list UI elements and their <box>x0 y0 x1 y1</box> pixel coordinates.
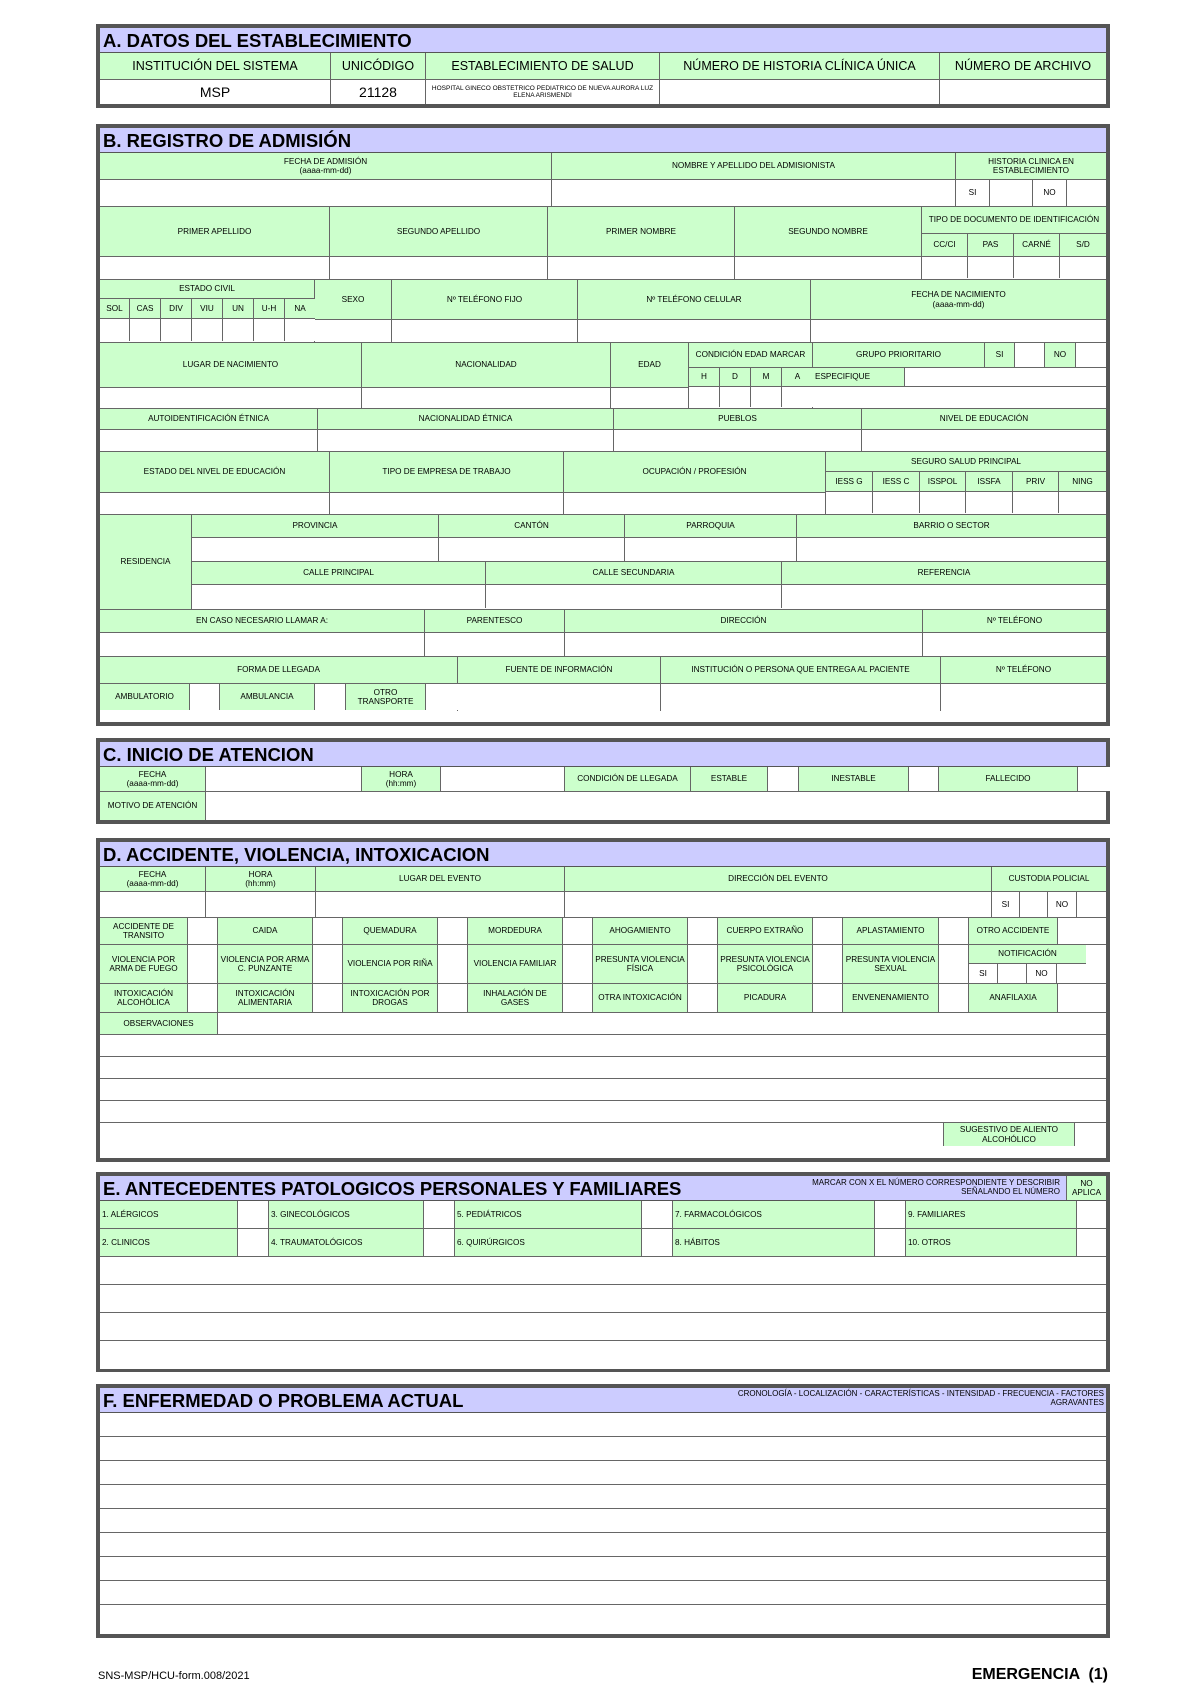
antecedente-clinicos-label: 2. CLINICOS <box>100 1229 238 1256</box>
historia-si-checkbox[interactable] <box>990 180 1033 206</box>
autoidentificacion-label: AUTOIDENTIFICACIÓN ÉTNICA <box>100 409 317 430</box>
llamar-input[interactable] <box>100 633 424 656</box>
section-d-title: D. ACCIDENTE, VIOLENCIA, INTOXICACION <box>103 844 490 865</box>
ambulatorio-checkbox[interactable] <box>190 684 220 710</box>
parentesco-label: PARENTESCO <box>425 610 564 633</box>
intox-drogas-checkbox[interactable] <box>438 984 468 1012</box>
picadura-label: PICADURA <box>718 984 813 1012</box>
tel-celular-input[interactable] <box>578 320 810 342</box>
violencia-psicologica-checkbox[interactable] <box>813 945 843 983</box>
historia-no-checkbox[interactable] <box>1067 180 1106 206</box>
fecha-admision-input[interactable] <box>100 180 551 206</box>
grupo-no-checkbox[interactable] <box>1076 343 1106 367</box>
cuerpo-extrano-label: CUERPO EXTRAÑO <box>718 918 813 944</box>
doc-pas-checkbox[interactable] <box>968 257 1014 278</box>
otro-transporte-label: OTRO TRANSPORTE <box>346 684 426 710</box>
segundo-apellido-input[interactable] <box>330 257 547 279</box>
observaciones-line[interactable] <box>100 1035 1106 1056</box>
ec-uh-checkbox[interactable] <box>254 319 285 341</box>
unicodigo-value[interactable]: 21128 <box>331 80 426 104</box>
canton-input[interactable] <box>439 538 625 561</box>
violencia-sexual-label: PRESUNTA VIOLENCIA SEXUAL <box>843 945 939 983</box>
pueblos-label: PUEBLOS <box>614 409 861 430</box>
ec-na-label: NA <box>285 299 315 318</box>
mordedura-checkbox[interactable] <box>563 918 593 944</box>
grupo-extra-input[interactable] <box>813 387 1106 407</box>
seguro-issfa-label: ISSFA <box>966 472 1013 491</box>
seguro-priv-label: PRIV <box>1013 472 1059 491</box>
otro-accidente-label: OTRO ACCIDENTE <box>969 918 1058 944</box>
header-institucion: INSTITUCIÓN DEL SISTEMA <box>100 53 331 79</box>
grupo-no-label: NO <box>1045 343 1076 367</box>
antecedentes-line[interactable] <box>100 1285 1106 1312</box>
envenenamiento-checkbox[interactable] <box>939 984 969 1012</box>
seguro-iessc-label: IESS C <box>873 472 920 491</box>
seguro-iessc-checkbox[interactable] <box>873 492 920 513</box>
estado-nivel-input[interactable] <box>100 493 329 514</box>
section-a-header <box>100 28 1106 53</box>
doc-cc-label: CC/CI <box>922 234 968 256</box>
doc-cc-checkbox[interactable] <box>922 257 968 278</box>
violencia-arma-fuego-checkbox[interactable] <box>188 945 218 983</box>
evento-fecha-label: FECHA (aaaa-mm-dd) <box>100 867 205 892</box>
ec-cas-label: CAS <box>130 299 161 318</box>
fuente-input[interactable] <box>458 684 660 710</box>
telefono-entrega-label: Nº TELÉFONO <box>941 657 1106 684</box>
fecha-nacimiento-input[interactable] <box>811 320 1106 342</box>
antecedentes-line[interactable] <box>100 1257 1106 1284</box>
estado-civil-label: ESTADO CIVIL <box>100 280 314 299</box>
tipo-empresa-label: TIPO DE EMPRESA DE TRABAJO <box>330 452 563 493</box>
otro-accidente-checkbox[interactable] <box>1058 918 1086 944</box>
section-a <box>96 24 1110 108</box>
section-d <box>96 838 1110 1162</box>
grupo-prioritario-label: GRUPO PRIORITARIO <box>813 343 985 367</box>
inicio-hora-label: HORA (hh:mm) <box>362 767 441 791</box>
inhalacion-gases-checkbox[interactable] <box>563 984 593 1012</box>
nivel-educacion-input[interactable] <box>862 430 1106 451</box>
provincia-input[interactable] <box>192 538 439 561</box>
antecedente-pediatricos-label: 5. PEDIÁTRICOS <box>455 1201 642 1228</box>
otro-transporte-checkbox[interactable] <box>426 684 458 710</box>
envenenamiento-label: ENVENENAMIENTO <box>843 984 939 1012</box>
antecedente-farmacologicos-label: 7. FARMACOLÓGICOS <box>673 1201 875 1228</box>
parentesco-input[interactable] <box>425 633 564 656</box>
antecedentes-line[interactable] <box>100 1313 1106 1340</box>
direccion-evento-input[interactable] <box>565 892 991 917</box>
intox-alcoholica-checkbox[interactable] <box>188 984 218 1012</box>
institucion-entrega-input[interactable] <box>661 684 940 710</box>
antecedente-ginecologicos-label: 3. GINECOLÓGICOS <box>269 1201 424 1228</box>
barrio-input[interactable] <box>797 538 1106 561</box>
ec-viu-checkbox[interactable] <box>192 319 223 341</box>
forma-llegada-label: FORMA DE LLEGADA <box>100 657 457 684</box>
seguro-priv-checkbox[interactable] <box>1013 492 1059 513</box>
intox-alimentaria-checkbox[interactable] <box>313 984 343 1012</box>
calle-secundaria-label: CALLE SECUNDARIA <box>486 562 782 584</box>
tipo-documento-label: TIPO DE DOCUMENTO DE IDENTIFICACIÓN <box>922 207 1106 234</box>
seguro-iessg-checkbox[interactable] <box>826 492 873 513</box>
direccion-input[interactable] <box>565 633 922 656</box>
doc-carne-checkbox[interactable] <box>1014 257 1060 278</box>
admisionista-input[interactable] <box>552 180 955 206</box>
lugar-evento-label: LUGAR DEL EVENTO <box>316 867 564 892</box>
antecedente-familiares-checkbox[interactable] <box>1077 1201 1106 1228</box>
header-archivo: NÚMERO DE ARCHIVO <box>940 53 1106 79</box>
parroquia-input[interactable] <box>625 538 797 561</box>
seguro-ning-label: NING <box>1059 472 1106 491</box>
cuerpo-extrano-checkbox[interactable] <box>813 918 843 944</box>
violencia-rina-checkbox[interactable] <box>438 945 468 983</box>
referencia-input[interactable] <box>782 585 1106 608</box>
pueblos-input[interactable] <box>614 430 861 451</box>
intox-drogas-label: INTOXICACIÓN POR DROGAS <box>343 984 438 1012</box>
edad-label: EDAD <box>611 343 688 388</box>
seguro-isspol-label: ISSPOL <box>920 472 966 491</box>
violencia-familiar-label: VIOLENCIA FAMILIAR <box>468 945 563 983</box>
violencia-fisica-label: PRESUNTA VIOLENCIA FÍSICA <box>593 945 688 983</box>
edad-input[interactable] <box>611 388 688 408</box>
referencia-label: REFERENCIA <box>782 562 1106 584</box>
inicio-fecha-input[interactable] <box>206 767 362 791</box>
antecedente-alergicos-checkbox[interactable] <box>238 1201 269 1228</box>
enfermedad-line[interactable] <box>100 1533 1106 1556</box>
ec-viu-label: VIU <box>192 299 223 318</box>
antecedente-quirurgicos-label: 6. QUIRÚRGICOS <box>455 1229 642 1256</box>
primer-nombre-label: PRIMER NOMBRE <box>548 207 734 257</box>
observaciones-line[interactable] <box>100 1123 944 1146</box>
seguro-issfa-checkbox[interactable] <box>966 492 1013 513</box>
parroquia-label: PARROQUIA <box>625 515 797 537</box>
aplastamiento-checkbox[interactable] <box>939 918 969 944</box>
calle-secundaria-input[interactable] <box>486 585 782 608</box>
anafilaxia-label: ANAFILAXIA <box>969 984 1058 1012</box>
edad-d-checkbox[interactable] <box>720 387 751 407</box>
section-e <box>96 1172 1110 1372</box>
notificacion-si-label: SI <box>969 964 998 983</box>
especifique-input[interactable] <box>905 368 1106 386</box>
evento-hora-label: HORA (hh:mm) <box>206 867 315 892</box>
fuente-label: FUENTE DE INFORMACIÓN <box>458 657 660 684</box>
nacionalidad-label: NACIONALIDAD <box>362 343 610 388</box>
quemadura-label: QUEMADURA <box>343 918 438 944</box>
antecedente-clinicos-checkbox[interactable] <box>238 1229 269 1256</box>
especifique-label: ESPECIFIQUE <box>813 368 905 386</box>
edad-m-checkbox[interactable] <box>751 387 782 407</box>
violencia-sexual-checkbox[interactable] <box>939 945 969 983</box>
residencia-label: RESIDENCIA <box>100 515 192 609</box>
ahogamiento-checkbox[interactable] <box>688 918 718 944</box>
provincia-label: PROVINCIA <box>192 515 439 537</box>
intox-alimentaria-label: INTOXICACIÓN ALIMENTARIA <box>218 984 313 1012</box>
direccion-evento-label: DIRECCIÓN DEL EVENTO <box>565 867 991 892</box>
doc-sd-label: S/D <box>1060 234 1106 256</box>
historia-si-label: SI <box>956 180 990 206</box>
enfermedad-line[interactable] <box>100 1605 1106 1629</box>
section-e-title: E. ANTECEDENTES PATOLOGICOS PERSONALES Y FAMILIARES <box>103 1178 682 1199</box>
section-b-header <box>100 128 1106 153</box>
antecedente-otros-checkbox[interactable] <box>1077 1229 1106 1256</box>
antecedente-otros-label: 10. OTROS <box>906 1229 1077 1256</box>
header-establecimiento: ESTABLECIMIENTO DE SALUD <box>426 53 660 79</box>
ec-uh-label: U-H <box>254 299 285 318</box>
header-unicodigo: UNICÓDIGO <box>331 53 426 79</box>
doc-sd-checkbox[interactable] <box>1060 257 1106 278</box>
enfermedad-line[interactable] <box>100 1581 1106 1604</box>
section-f-hint: CRONOLOGÍA - LOCALIZACIÓN - CARACTERÍSTICAS - INTENSIDAD - FRECUENCIA - FACTORES AGRAVANTES <box>737 1389 1104 1408</box>
estable-checkbox[interactable] <box>768 767 799 791</box>
violencia-psicologica-label: PRESUNTA VIOLENCIA PSICOLÓGICA <box>718 945 813 983</box>
antecedente-alergicos-label: 1. ALÉRGICOS <box>100 1201 238 1228</box>
ambulancia-label: AMBULANCIA <box>220 684 315 710</box>
section-a-title: A. DATOS DEL ESTABLECIMIENTO <box>103 30 412 51</box>
canton-label: CANTÓN <box>439 515 625 537</box>
section-b <box>96 124 1110 726</box>
violencia-arma-punzante-label: VIOLENCIA POR ARMA C. PUNZANTE <box>218 945 313 983</box>
enfermedad-line[interactable] <box>100 1557 1106 1580</box>
ambulancia-checkbox[interactable] <box>315 684 346 710</box>
observaciones-line[interactable] <box>100 1079 1106 1100</box>
autoidentificacion-input[interactable] <box>100 430 317 451</box>
segundo-nombre-label: SEGUNDO NOMBRE <box>735 207 921 257</box>
section-f-title: F. ENFERMEDAD O PROBLEMA ACTUAL <box>103 1390 464 1411</box>
seguro-isspol-checkbox[interactable] <box>920 492 966 513</box>
enfermedad-line[interactable] <box>100 1413 1106 1436</box>
antecedente-habitos-checkbox[interactable] <box>875 1229 906 1256</box>
enfermedad-line[interactable] <box>100 1509 1106 1532</box>
primer-apellido-input[interactable] <box>100 257 329 279</box>
notificacion-no-label: NO <box>1027 964 1057 983</box>
accidente-transito-checkbox[interactable] <box>188 918 218 944</box>
fecha-nacimiento-label: FECHA DE NACIMIENTO (aaaa-mm-dd) <box>811 280 1106 320</box>
notificacion-si-checkbox[interactable] <box>998 964 1027 983</box>
nacionalidad-etnica-input[interactable] <box>318 430 613 451</box>
form-code: SNS-MSP/HCU-form.008/2021 <box>98 1670 250 1682</box>
grupo-si-checkbox[interactable] <box>1015 343 1045 367</box>
grupo-si-label: SI <box>985 343 1015 367</box>
antecedente-pediatricos-checkbox[interactable] <box>642 1201 673 1228</box>
barrio-label: BARRIO O SECTOR <box>797 515 1106 537</box>
antecedentes-line[interactable] <box>100 1341 1106 1369</box>
doc-pas-label: PAS <box>968 234 1014 256</box>
anafilaxia-checkbox[interactable] <box>1058 984 1086 1012</box>
historia-no-label: NO <box>1033 180 1067 206</box>
edad-h-checkbox[interactable] <box>689 387 720 407</box>
seguro-label: SEGURO SALUD PRINCIPAL <box>826 452 1106 472</box>
ocupacion-label: OCUPACIÓN / PROFESIÓN <box>564 452 825 493</box>
antecedente-traumatologicos-label: 4. TRAUMATOLÓGICOS <box>269 1229 424 1256</box>
section-b-title: B. REGISTRO DE ADMISIÓN <box>103 130 352 151</box>
notificacion-no-checkbox[interactable] <box>1057 964 1086 983</box>
edad-d-label: D <box>720 368 751 386</box>
ec-na-checkbox[interactable] <box>285 319 315 341</box>
inhalacion-gases-label: INHALACIÓN DE GASES <box>468 984 563 1012</box>
antecedente-traumatologicos-checkbox[interactable] <box>424 1229 455 1256</box>
intox-alcoholica-label: INTOXICACIÓN ALCOHÓLICA <box>100 984 188 1012</box>
notificacion-label: NOTIFICACIÓN <box>969 945 1086 964</box>
condicion-edad-label: CONDICIÓN EDAD MARCAR <box>689 343 812 368</box>
accidente-transito-label: ACCIDENTE DE TRANSITO <box>100 918 188 944</box>
motivo-atencion-input[interactable] <box>206 792 1106 820</box>
nacionalidad-etnica-label: NACIONALIDAD ÉTNICA <box>318 409 613 430</box>
section-f <box>96 1384 1110 1638</box>
section-e-hint: MARCAR CON X EL NÚMERO CORRESPONDIENTE Y DESCRIBIR SEÑALANDO EL NÚMERO <box>812 1178 1060 1197</box>
section-f-header <box>100 1388 1106 1413</box>
inicio-fecha-label: FECHA (aaaa-mm-dd) <box>100 767 206 791</box>
calle-principal-label: CALLE PRINCIPAL <box>192 562 486 584</box>
ocupacion-input[interactable] <box>564 493 825 514</box>
inestable-checkbox[interactable] <box>909 767 939 791</box>
violencia-familiar-checkbox[interactable] <box>563 945 593 983</box>
estable-label: ESTABLE <box>691 767 768 791</box>
tipo-empresa-input[interactable] <box>330 493 563 514</box>
establecimiento-value[interactable]: HOSPITAL GINECO OBSTETRICO PEDIATRICO DE NUEVA AURORA LUZ ELENA ARISMENDI <box>426 80 660 104</box>
aliento-alcoholico-label: SUGESTIVO DE ALIENTO ALCOHÓLICO <box>944 1123 1075 1146</box>
ec-div-label: DIV <box>161 299 192 318</box>
observaciones-line[interactable] <box>100 1057 1106 1078</box>
llamar-label: EN CASO NECESARIO LLAMAR A: <box>100 610 424 633</box>
violencia-arma-punzante-checkbox[interactable] <box>313 945 343 983</box>
estado-nivel-label: ESTADO DEL NIVEL DE EDUCACIÓN <box>100 452 329 493</box>
violencia-arma-fuego-label: VIOLENCIA POR ARMA DE FUEGO <box>100 945 188 983</box>
antecedente-habitos-label: 8. HÁBITOS <box>673 1229 875 1256</box>
custodia-policial-label: CUSTODIA POLICIAL <box>992 867 1106 892</box>
tel-fijo-label: Nº TELÉFONO FIJO <box>392 280 577 320</box>
no-aplica-label: NO APLICA <box>1066 1176 1106 1200</box>
telefono-entrega-input[interactable] <box>941 684 1106 710</box>
antecedente-quirurgicos-checkbox[interactable] <box>642 1229 673 1256</box>
violencia-fisica-checkbox[interactable] <box>688 945 718 983</box>
ec-div-checkbox[interactable] <box>161 319 192 341</box>
form-label: EMERGENCIA (1) <box>971 1666 1108 1683</box>
antecedente-ginecologicos-checkbox[interactable] <box>424 1201 455 1228</box>
inestable-label: INESTABLE <box>799 767 909 791</box>
ambulatorio-label: AMBULATORIO <box>100 684 190 710</box>
observaciones-input[interactable] <box>218 1013 1106 1034</box>
section-c-header <box>100 742 1106 767</box>
custodia-si-checkbox[interactable] <box>1020 892 1048 917</box>
section-c-title: C. INICIO DE ATENCION <box>103 744 314 765</box>
custodia-no-checkbox[interactable] <box>1077 892 1106 917</box>
enfermedad-line[interactable] <box>100 1461 1106 1484</box>
segundo-nombre-input[interactable] <box>735 257 921 279</box>
section-d-header <box>100 842 1106 867</box>
evento-hora-input[interactable] <box>206 892 315 917</box>
seguro-ning-checkbox[interactable] <box>1059 492 1106 513</box>
aliento-alcoholico-checkbox[interactable] <box>1075 1123 1106 1146</box>
segundo-apellido-label: SEGUNDO APELLIDO <box>330 207 547 257</box>
primer-apellido-label: PRIMER APELLIDO <box>100 207 329 257</box>
section-c <box>96 738 1110 824</box>
enfermedad-line[interactable] <box>100 1485 1106 1508</box>
ahogamiento-label: AHOGAMIENTO <box>593 918 688 944</box>
seguro-iessg-label: IESS G <box>826 472 873 491</box>
caida-checkbox[interactable] <box>313 918 343 944</box>
otra-intoxicacion-checkbox[interactable] <box>688 984 718 1012</box>
ec-un-label: UN <box>223 299 254 318</box>
ec-un-checkbox[interactable] <box>223 319 254 341</box>
ec-sol-checkbox[interactable] <box>100 319 130 341</box>
enfermedad-line[interactable] <box>100 1437 1106 1460</box>
antecedente-familiares-label: 9. FAMILIARES <box>906 1201 1077 1228</box>
section-e-header <box>100 1176 1106 1201</box>
historia-clinica-input[interactable] <box>660 80 940 104</box>
fallecido-checkbox[interactable] <box>1078 767 1112 791</box>
otra-intoxicacion-label: OTRA INTOXICACIÓN <box>593 984 688 1012</box>
antecedente-farmacologicos-checkbox[interactable] <box>875 1201 906 1228</box>
ec-sol-label: SOL <box>100 299 130 318</box>
admisionista-label: NOMBRE Y APELLIDO DEL ADMISIONISTA <box>552 153 955 180</box>
tel-fijo-input[interactable] <box>392 320 577 342</box>
mordedura-label: MORDEDURA <box>468 918 563 944</box>
lugar-nacimiento-label: LUGAR DE NACIMIENTO <box>100 343 361 388</box>
header-historia-clinica: NÚMERO DE HISTORIA CLÍNICA ÚNICA <box>660 53 940 79</box>
caida-label: CAIDA <box>218 918 313 944</box>
historia-establecimiento-label: HISTORIA CLINICA EN ESTABLECIMIENTO <box>956 153 1106 180</box>
edad-m-label: M <box>751 368 782 386</box>
telefono-contacto-input[interactable] <box>923 633 1106 656</box>
custodia-si-label: SI <box>992 892 1020 917</box>
fecha-admision-label: FECHA DE ADMISIÓN (aaaa-mm-dd) <box>100 153 551 180</box>
institucion-entrega-label: INSTITUCIÓN O PERSONA QUE ENTREGA AL PACIENTE <box>661 657 940 684</box>
evento-fecha-input[interactable] <box>100 892 205 917</box>
sexo-label: SEXO <box>315 280 391 320</box>
edad-a-checkbox[interactable] <box>782 387 813 407</box>
picadura-checkbox[interactable] <box>813 984 843 1012</box>
ec-cas-checkbox[interactable] <box>130 319 161 341</box>
doc-carne-label: CARNÉ <box>1014 234 1060 256</box>
violencia-rina-label: VIOLENCIA POR RIÑA <box>343 945 438 983</box>
custodia-no-label: NO <box>1048 892 1077 917</box>
primer-nombre-input[interactable] <box>548 257 734 279</box>
motivo-atencion-label: MOTIVO DE ATENCIÓN <box>100 792 206 820</box>
lugar-evento-input[interactable] <box>316 892 564 917</box>
tel-celular-label: Nº TELÉFONO CELULAR <box>578 280 810 320</box>
nivel-educacion-label: NIVEL DE EDUCACIÓN <box>862 409 1106 430</box>
quemadura-checkbox[interactable] <box>438 918 468 944</box>
edad-a-label: A <box>782 368 813 386</box>
aplastamiento-label: APLASTAMIENTO <box>843 918 939 944</box>
calle-principal-input[interactable] <box>192 585 486 608</box>
fallecido-label: FALLECIDO <box>939 767 1078 791</box>
telefono-contacto-label: Nº TELÉFONO <box>923 610 1106 633</box>
condicion-llegada-label: CONDICIÓN DE LLEGADA <box>565 767 691 791</box>
direccion-label: DIRECCIÓN <box>565 610 922 633</box>
nacionalidad-input[interactable] <box>362 388 610 408</box>
institucion-value[interactable]: MSP <box>100 80 331 104</box>
lugar-nacimiento-input[interactable] <box>100 388 361 408</box>
observaciones-label: OBSERVACIONES <box>100 1013 218 1034</box>
observaciones-line[interactable] <box>100 1101 1106 1122</box>
archivo-input[interactable] <box>940 80 1106 104</box>
inicio-hora-input[interactable] <box>441 767 565 791</box>
sexo-input[interactable] <box>315 320 391 342</box>
edad-h-label: H <box>689 368 720 386</box>
